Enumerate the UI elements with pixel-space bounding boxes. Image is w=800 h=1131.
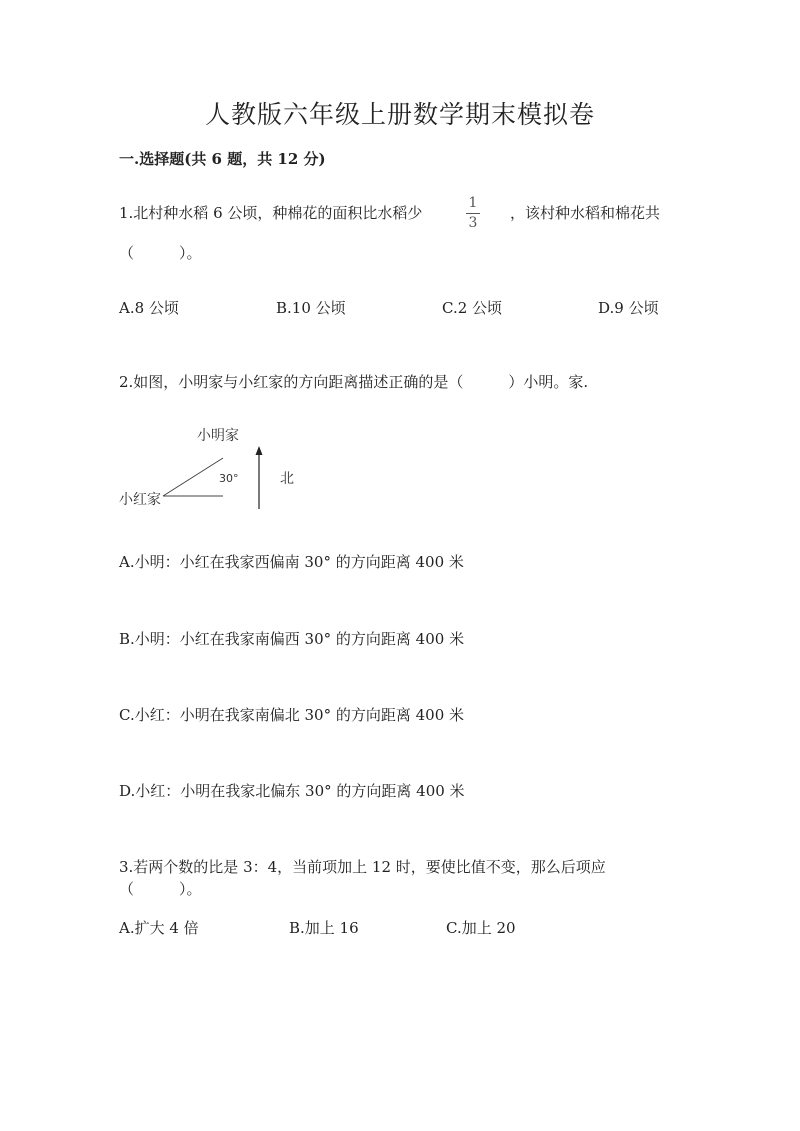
q1-option-a: A.8 公顷 — [119, 299, 179, 317]
section-heading: 一.选择题(共 6 题，共 12 分) — [119, 150, 326, 168]
q1-option-d: D.9 公顷 — [598, 299, 659, 317]
q1-option-b: B.10 公顷 — [276, 299, 346, 317]
page-title: 人教版六年级上册数学期末模拟卷 — [204, 100, 595, 129]
q2-direction-figure — [115, 420, 315, 520]
q1-text-after: ，该村种水稻和棉花共 — [510, 204, 661, 222]
q1-fraction-numerator: 1 — [468, 195, 478, 211]
q2-option-a: A.小明：小红在我家西偏南 30° 的方向距离 400 米 — [119, 553, 464, 571]
q2-direction-line — [163, 458, 223, 496]
q1-fraction-denominator: 3 — [468, 215, 478, 231]
q3-option-c: C.加上 20 — [446, 919, 516, 937]
q1-answer-blank: （ ）。 — [119, 244, 202, 262]
q2-label-hong: 小红家 — [119, 492, 161, 508]
q2-north-arrow-head — [256, 446, 263, 455]
q1-fraction — [463, 196, 483, 231]
q2-option-d: D.小红：小明在我家北偏东 30° 的方向距离 400 米 — [119, 782, 465, 800]
q1-text-before: 1.北村种水稻 6 公顷，种棉花的面积比水稻少 — [119, 204, 423, 222]
q3-text: 3.若两个数的比是 3：4，当前项加上 12 时，要使比值不变，那么后项应 — [119, 858, 606, 876]
q1-fraction-bar — [466, 213, 480, 214]
q2-north-label: 北 — [280, 471, 294, 487]
q3-option-a: A.扩大 4 倍 — [119, 919, 199, 937]
q3-answer-blank: （ ）。 — [119, 880, 202, 898]
q2-label-ming: 小明家 — [197, 428, 239, 444]
q2-option-c: C.小红：小明在我家南偏北 30° 的方向距离 400 米 — [119, 706, 465, 724]
q2-angle-label: 30° — [219, 472, 239, 485]
q3-option-b: B.加上 16 — [289, 919, 359, 937]
q2-option-b: B.小明：小红在我家南偏西 30° 的方向距离 400 米 — [119, 630, 465, 648]
q1-option-c: C.2 公顷 — [442, 299, 503, 317]
q2-text: 2.如图，小明家与小红家的方向距离描述正确的是（ ）小明。家. — [119, 373, 589, 391]
